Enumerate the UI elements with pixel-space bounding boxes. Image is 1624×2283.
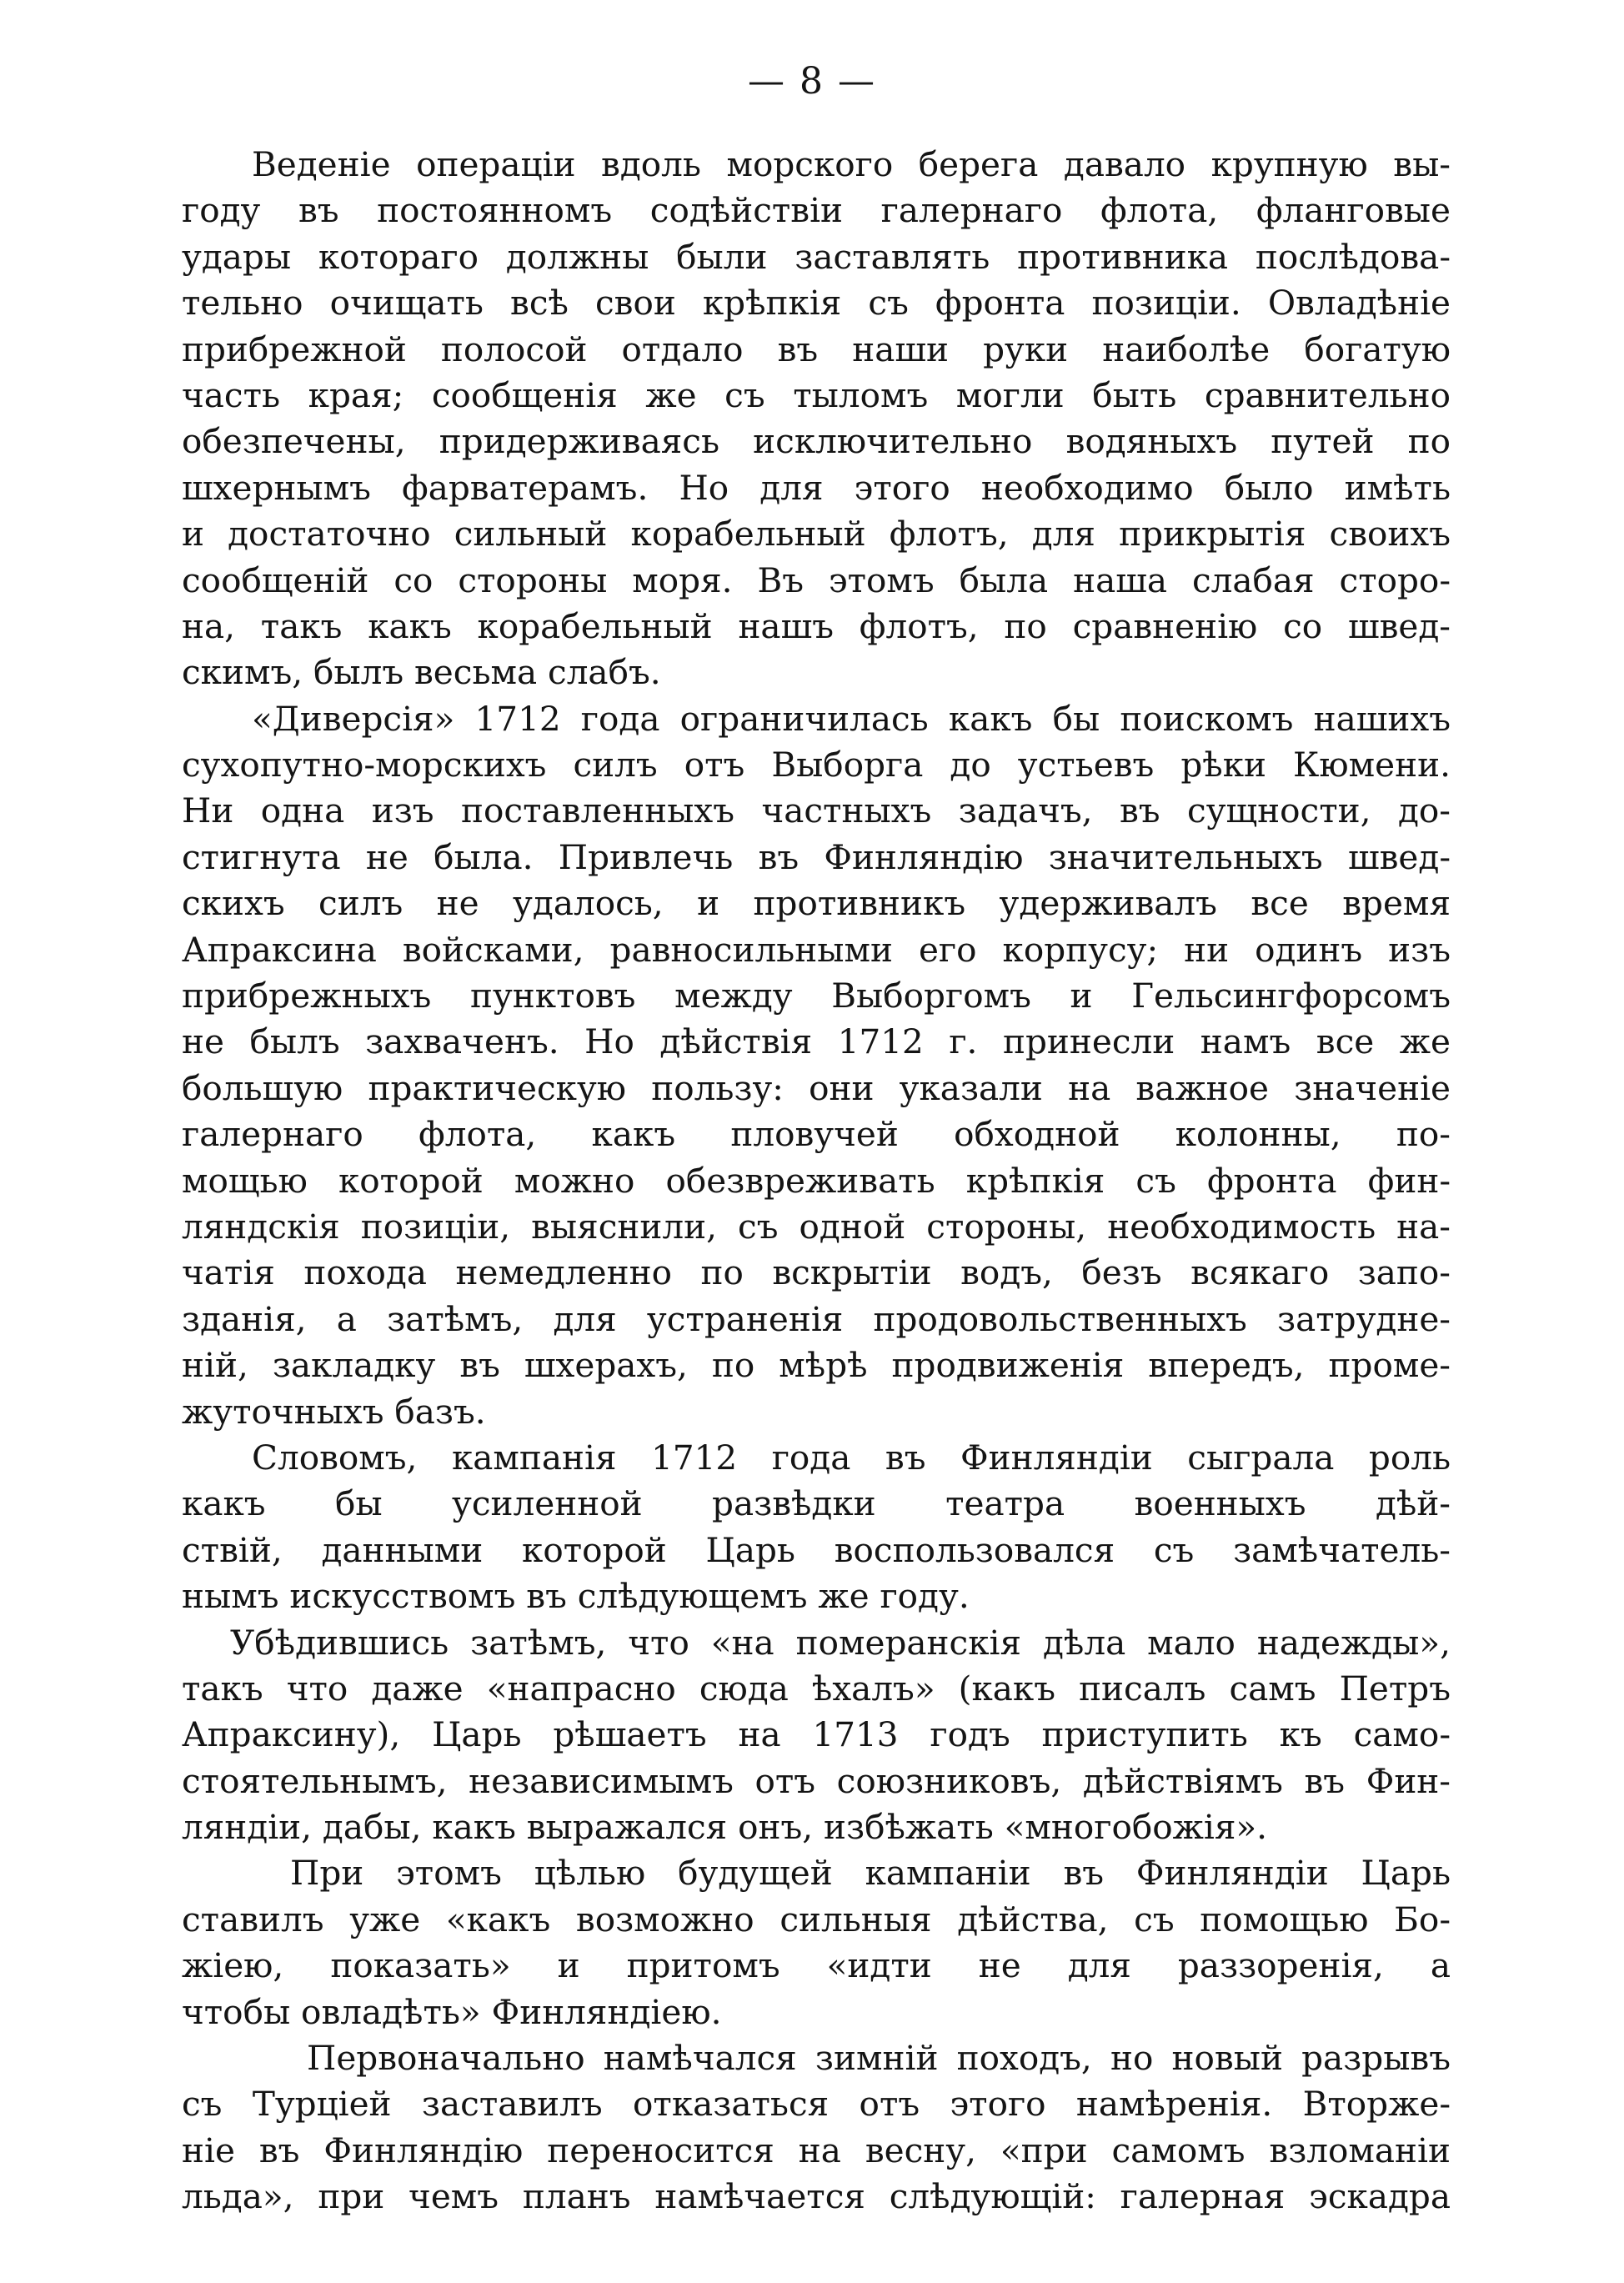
- paragraph: [182, 696, 1451, 1435]
- text-line: мощью которой можно обезвреживать крѣпкія съ фронта фин-: [182, 1160, 1451, 1201]
- text-line: ляндскія позиціи, выяснили, съ одной стороны, необходимость на-: [182, 1206, 1451, 1247]
- text-line: ній, закладку въ шхерахъ, по мѣрѣ продвиженія впередъ, проме-: [182, 1345, 1451, 1386]
- text-line: сообщеній со стороны моря. Въ этомъ была наша слабая сторо-: [182, 559, 1451, 600]
- text-line: прибрежной полосой отдало въ наши руки наиболѣе богатую: [182, 329, 1451, 369]
- text-line: чатія похода немедленно по вскрытіи водъ, безъ всякаго запо-: [182, 1252, 1451, 1293]
- text-line: зданія, а затѣмъ, для устраненія продовольственныхъ затрудне-: [182, 1298, 1451, 1339]
- text-line: и достаточно сильный корабельный флотъ, для прикрытія своихъ: [182, 514, 1451, 554]
- text-line: году въ постоянномъ содѣйствіи галернаго флота, фланговые: [182, 190, 1451, 231]
- page-number: — 8 —: [748, 60, 876, 103]
- text-line: чтобы овладѣть» Финляндіею.: [182, 1991, 722, 2032]
- text-line: обезпечены, придерживаясь исключительно водяныхъ путей по: [182, 421, 1451, 462]
- text-line: Первоначально намѣчался зимній походъ, но новый разрывъ: [307, 2038, 1451, 2079]
- text-line: ніе въ Финляндію переносится на весну, «при самомъ взломаніи: [182, 2130, 1451, 2170]
- text-line: стоятельнымъ, независимымъ отъ союзниковъ, дѣйствіямъ въ Фин-: [182, 1760, 1451, 1801]
- paragraph: [182, 1435, 1451, 1620]
- paragraph: [182, 2035, 1451, 2220]
- text-line: Убѣдившись затѣмъ, что «на померанскія дѣла мало надежды»,: [230, 1622, 1451, 1663]
- text-line: жіею, показать» и притомъ «идти не для раззоренія, а: [182, 1945, 1451, 1986]
- paragraph: [182, 1850, 1451, 2035]
- text-line: такъ что даже «напрасно сюда ѣхалъ» (какъ писалъ самъ Петръ: [182, 1668, 1451, 1708]
- text-line: большую практическую пользу: они указали на важное значеніе: [182, 1067, 1451, 1108]
- text-line: скихъ силъ не удалось, и противникъ удерживалъ все время: [182, 883, 1451, 924]
- paragraph: [182, 142, 1451, 696]
- text-line: сухопутно-морскихъ силъ отъ Выборга до устьевъ рѣки Кюмени.: [182, 745, 1451, 785]
- text-line: льда», при чемъ планъ намѣчается слѣдующій: галерная эскадра: [182, 2176, 1451, 2217]
- text-line: Апраксину), Царь рѣшаетъ на 1713 годъ приступить къ само-: [182, 1714, 1451, 1755]
- text-line: При этомъ цѣлью будущей кампаніи въ Финляндіи Царь: [290, 1853, 1451, 1894]
- text-line: галернаго флота, какъ пловучей обходной колонны, по-: [182, 1114, 1451, 1155]
- text-line: жуточныхъ базъ.: [182, 1391, 486, 1432]
- text-line: съ Турціей заставилъ отказаться отъ этого намѣренія. Вторже-: [182, 2084, 1451, 2125]
- text-line: Апраксина войсками, равносильными его корпусу; ни одинъ изъ: [182, 929, 1451, 970]
- paragraph: [182, 1620, 1451, 1851]
- body-text: [182, 142, 1451, 2220]
- text-line: стигнута не была. Привлечь въ Финляндію значительныхъ швед-: [182, 836, 1451, 877]
- text-line: скимъ, былъ весьма слабъ.: [182, 652, 661, 693]
- text-line: нымъ искусствомъ въ слѣдующемъ же году.: [182, 1576, 970, 1617]
- text-line: ствій, данными которой Царь воспользовался съ замѣчатель-: [182, 1529, 1451, 1570]
- text-line: прибрежныхъ пунктовъ между Выборгомъ и Гельсингфорсомъ: [182, 976, 1451, 1016]
- text-line: не былъ захваченъ. Но дѣйствія 1712 г. принесли намъ все же: [182, 1021, 1451, 1062]
- text-line: Ни одна изъ поставленныхъ частныхъ задачъ, въ сущности, до-: [182, 790, 1451, 831]
- text-line: Словомъ, кампанія 1712 года въ Финляндіи сыграла роль: [252, 1437, 1451, 1478]
- text-line: удары котораго должны были заставлять противника послѣдова-: [182, 236, 1451, 277]
- text-line: какъ бы усиленной развѣдки театра военныхъ дѣй-: [182, 1483, 1451, 1524]
- text-line: ляндіи, дабы, какъ выражался онъ, избѣжать «многобожія».: [182, 1807, 1268, 1848]
- text-line: Веденіе операціи вдоль морского берега давало крупную вы-: [252, 144, 1451, 184]
- text-line: на, такъ какъ корабельный нашъ флотъ, по сравненію со швед-: [182, 605, 1451, 646]
- text-line: часть края; сообщенія же съ тыломъ могли быть сравнительно: [182, 374, 1451, 415]
- text-line: шхернымъ фарватерамъ. Но для этого необходимо было имѣть: [182, 467, 1451, 508]
- text-line: ставилъ уже «какъ возможно сильныя дѣйства, съ помощью Бо-: [182, 1899, 1451, 1939]
- text-line: «Диверсія» 1712 года ограничилась какъ бы поискомъ нашихъ: [252, 698, 1451, 739]
- text-line: тельно очищать всѣ свои крѣпкія съ фронта позиціи. Овладѣніе: [182, 283, 1451, 324]
